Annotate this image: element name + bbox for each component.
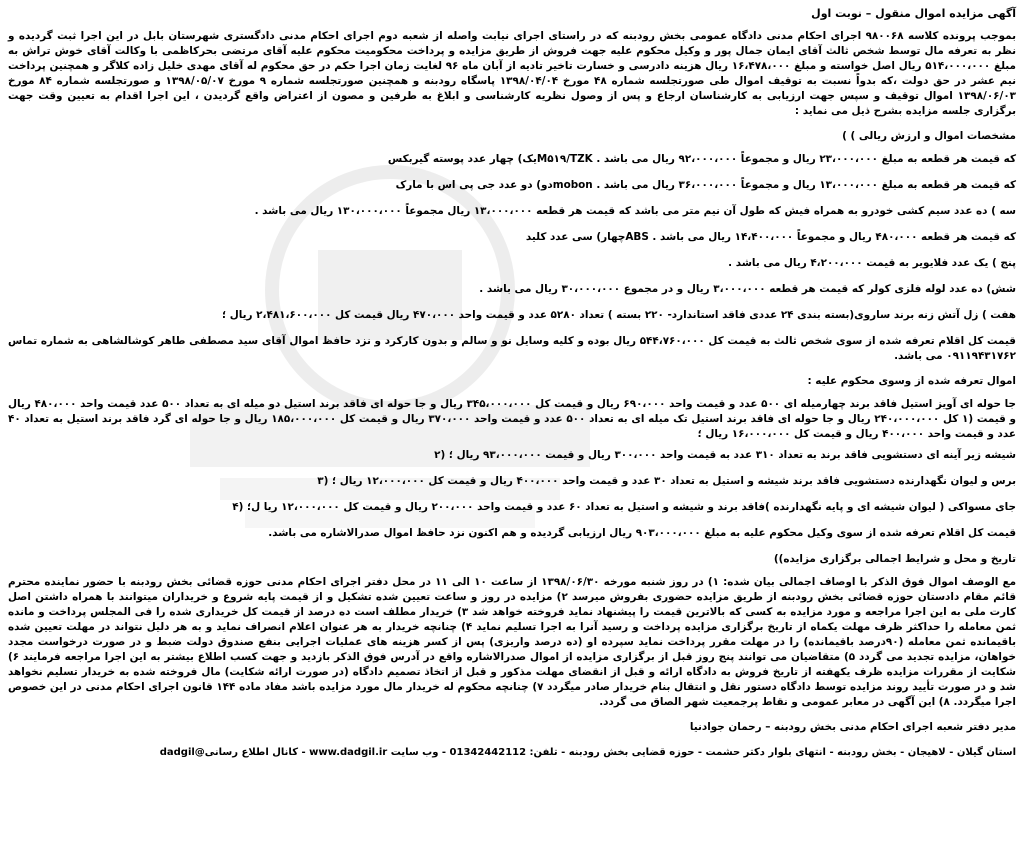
footer-address: استان گیلان - لاهیجان - بخش رودبنه - انتهای بلوار دکتر حشمت - حوزه قضایی بخش رودبنه - تلفن: 01342442112 - وب سایت — [390, 747, 1016, 758]
debtor-heading: اموال تعرفه شده از وسوی محکوم علیه : — [807, 375, 1016, 387]
spec-item-4: که قیمت هر قطعه ۴۸۰،۰۰۰ ریال و مجموعاً ۱۴،۴۰۰،۰۰۰ ریال می باشد . ABSچهار) سی عدد کلید — [525, 231, 1016, 243]
spec-item-7: هفت ) زل آتش زنه برند ساروی(بسته بندی ۲۴ عددی فاقد استاندارد- ۲۲۰ بسته ) تعداد ۵۲۸۰ عدد و قیمت واحد ۴۷۰،۰۰۰ ریال قیمت کل ۲،۴۸۱،۶۰۰،۰۰۰ ریال ؛ — [221, 309, 1016, 321]
spec-item-5: پنج ) یک عدد فلایویر به قیمت ۴،۲۰۰،۰۰۰ ریال می باشد . — [728, 257, 1016, 269]
notice-body — [8, 6, 1016, 760]
conditions-text: مع الوصف اموال فوق الذکر با اوصاف اجمالی بیان شده: ۱) در روز شنبه مورخه ۱۳۹۸/۰۶/۳۰ از ساعت ۱۰ الی ۱۱ در محل دفتر اجرای احکام مدنی حوزه قضائی بخش رودبنه با حضور نماینده محترم قائم مقام دادستان حوزه قضائی بخش رودبنه از طریق مزایده حضوری بفروش میرسد ۲) مزایده در روز و ساعت تعیین شده تشکیل و از قیمت پایه شروع و خریداران میتوانند با همراه داشتن اصل کارت ملی به این اجرا مراجعه و مورد مزایده به کسی که بالاترین قیمت را پیشنهاد نماید فروخته خواهد شد ۳) خریدار مطلف است ده درصد از قیمت کل خریداری شده را فی المجلس پرداخت و مانده ثمن معامله را حداکثر ظرف مهلت یکماه از تاریخ برگزاری مزایده پرداخت و رسید آنرا به اجرا تسلیم نماید ۴) چنانچه خریدار به هر عنوان اعلام انصراف نماید و به هر دلیل نتواند در مهلت تعیین شده باقیمانده ثمن معامله (۹۰درصد باقیمانده) را در مهلت مقرر پرداخت نماید سپرده او (ده درصد واریزی) پس از کسر هزینه های عملیات اجرایی بنفع صندوق دولت ضبط و در صورت درخواست مجدد خواهان، مزایده تجدید می گردد ۵) متقاضیان می توانند پنج روز قبل از برگزاری مزایده از اموال صدرالاشاره واقع در آدرس فوق الذکر بازدید و جهت کسب اطلاع بیشتر به این اجرا مراجعه فرمایند ۶) شکایت از مقررات مزایده ظرف یکهفته از تاریخ فروش به دادگاه ارائه و قبل از انقضای مهلت مذکور و قبل از اتخاذ تصمیم دادگاه (در صورت ارائه شکایت) مال فروخته شده به خریدار تسلیم نخواهد شد و در صورت تأیید روند مزایده توسط دادگاه دستور نقل و انتقال بنام خریدار صادر میگردد ۷) چنانچه محکوم له خریدار مال مورد مزایده باشد مفاد ماده ۱۴۴ قانون اجرای احکام مدنی در این خصوص اجرا میگردد. ۸) این آگهی در معابر عمومی و نقاط پرجمعیت شهر الصاق می گردد. — [8, 576, 1017, 708]
third-party-total: قیمت کل اقلام تعرفه شده از سوی شخص ثالث به قیمت کل ۵۴۴،۷۶۰،۰۰۰ ریال بوده و کلیه وسایل نو و سالم و بدون کارکرد و نزد حافظ اموال آقای سید مصطفی طاهر کوشالشاهی به شماره تماس ۰۹۱۱۹۴۳۱۷۶۲ می باشد. — [8, 335, 1016, 362]
footer-website[interactable]: dadgil@کانال اطلاع رسانی - www.dadgil.ir — [159, 747, 388, 758]
spec-item-6: شش) ده عدد لوله فلزی کولر که قیمت هر قطعه ۳،۰۰۰،۰۰۰ ریال و در مجموع ۳۰،۰۰۰،۰۰۰ ریال می باشد . — [479, 283, 1016, 295]
spec-item-3: سه ) ده عدد سیم کشی خودرو به همراه فیش که طول آن نیم متر می باشد که قیمت هر قطعه ۱۳،۰۰۰،۰۰۰ ریال مجموعاً ۱۳۰،۰۰۰،۰۰۰ ریال می باشد . — [254, 205, 1016, 217]
specs-heading: مشخصات اموال و ارزش ریالی ) ) — [842, 130, 1016, 142]
footer-contact — [8, 745, 1016, 760]
spec-item-1: که قیمت هر قطعه به مبلغ ۲۳،۰۰۰،۰۰۰ ریال و مجموعاً ۹۲،۰۰۰،۰۰۰ ریال می باشد . M۵۱۹/TZKیک) چهار عدد پوسته گیربکس — [387, 153, 1016, 165]
signature: مدیر دفتر شعبه اجرای احکام مدنی بخش رودبنه – رحمان جوادنیا — [689, 721, 1016, 733]
spec-item-2: که قیمت هر قطعه به مبلغ ۱۳،۰۰۰،۰۰۰ ریال و مجموعاً ۳۶،۰۰۰،۰۰۰ ریال می باشد . mobonدو) دو عدد جی پی اس با مارک — [395, 179, 1016, 191]
page-title: آگهی مزایده اموال منقول – نوبت اول — [811, 7, 1016, 20]
debtor-item-1: جا حوله ای آویز استیل فاقد برند چهارمیله ای ۵۰۰ عدد و قیمت واحد ۶۹۰،۰۰۰ ریال و قیمت کل ۳۴۵،۰۰۰،۰۰۰ ریال و جا حوله ای فاقد برند استیل دو میله ای به تعداد ۵۰۰ عدد قیمت واحد ۴۸۰،۰۰۰ ریال و قیمت (۱ کل ۲۴۰،۰۰۰،۰۰۰ ریال و جا حوله ای فاقد برند استیل تک میله ای به تعداد ۵۰۰ عدد و قیمت واحد ۳۷۰،۰۰۰ ریال و قیمت کل ۱۸۵،۰۰۰،۰۰۰ ریال و جا حوله ای گرد فاقد برند استیل به تعداد ۴۰ عدد و قیمت واحد ۴۰۰،۰۰۰ ریال و قیمت کل ۱۶،۰۰۰،۰۰۰ ریال ؛ — [8, 398, 1017, 440]
debtor-item-4: جای مسواکی ( لیوان شیشه ای و پایه نگهدارنده )فاقد برند و شیشه و استیل به تعداد ۶۰ عدد و قیمت واحد ۲۰۰،۰۰۰ ریال و قیمت کل ۱۲،۰۰۰،۰۰۰ ریا ل؛ (۴ — [232, 501, 1016, 513]
debtor-item-2: شیشه زیر آینه ای دستشویی فاقد برند به تعداد ۳۱۰ عدد به قیمت واحد ۳۰۰،۰۰۰ ریال و قیمت ۹۳،۰۰۰،۰۰۰ ریال ؛ (۲ — [434, 449, 1016, 461]
intro-paragraph: بموجب پرونده کلاسه ۹۸۰۰۶۸ اجرای احکام مدنی دادگاه عمومی بخش رودبنه که در راستای اجرای نیابت واصله از شعبه دوم اجرای احکام مدنی دادگستری شهرستان بابل در این اجرا ثبت گردیده و نظر به تعرفه مال توسط شخص ثالث آقای ایمان جمال پور و وکیل محکوم علیه جهت فروش از طریق مزایده و پرداخت محکومیت محکوم علیه آقای مرتضی بحرکاظمی با وکالت آقای خوش تراش به مبلغ ۵۱۴،۰۰۰،۰۰۰ ریال اصل خواسته و مبلغ ۱۶،۴۷۸،۰۰۰ ریال هزینه دادرسی و خسارت تاخیر تادیه از آبان ماه ۹۶ لغایت زمان اجرا حکم در حق محکوم له آقای مهدی خلیل زاده کلاگر و همچنین پرداخت نیم عشر در حق دولت ،که بدواً نسبت به توقیف اموال طی صورتجلسه شماره ۴۸ مورخ ۱۳۹۸/۰۴/۰۴ پاسگاه رودبنه و همچنین صورتجلسه شماره ۹ مورخ ۱۳۹۸/۰۵/۰۷ و صورتجلسه شماره ۸۴ مورخ ۱۳۹۸/۰۶/۰۳ اموال توقیف و سپس جهت ارزیابی به کارشناسان ارجاع و پس از وصول نظریه کارشناسی و ابلاغ به طرفین و مصون از اعتراض واقع گردیدن ، این اجرا اقدام به تعیین وقت جهت برگزاری جلسه مزایده بشرح ذیل می نماید : — [8, 30, 1016, 117]
debtor-item-3: برس و لیوان نگهدارنده دستشویی فاقد برند شیشه و استیل به تعداد ۳۰ عدد و قیمت واحد ۴۰۰،۰۰۰ ریال و قیمت کل ۱۲،۰۰۰،۰۰۰ ریال ؛ (۳ — [317, 475, 1016, 487]
debtor-total: قیمت کل اقلام تعرفه شده از سوی وکیل محکوم علیه به مبلغ ۹۰۳،۰۰۰،۰۰۰ ریال ارزیابی گردیده و هم اکنون نزد حافظ اموال صدرالاشاره می باشد. — [268, 527, 1016, 539]
conditions-heading: تاریخ و محل و شرایط اجمالی برگزاری مزایده)) — [773, 553, 1016, 565]
